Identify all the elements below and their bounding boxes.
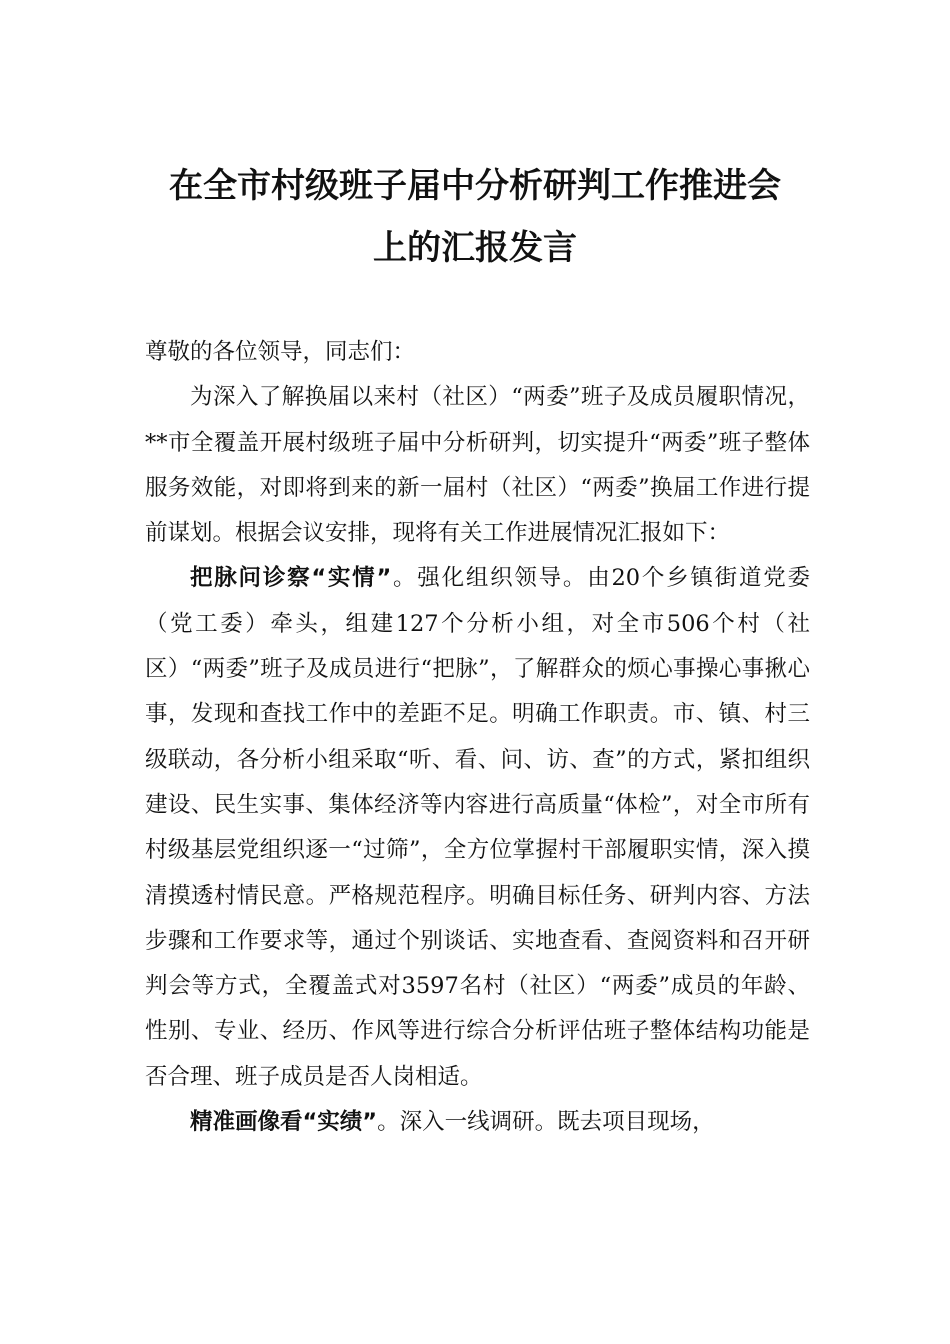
- intro-paragraph: 为深入了解换届以来村（社区）“两委”班子及成员履职情况，**市全覆盖开展村级班子届中分析研判，切实提升“两委”班子整体服务效能，对即将到来的新一届村（社区）“两委”换届工作进行提前谋划。根据会议安排，现将有关工作进展情况汇报如下：: [145, 384, 810, 547]
- document-body: [145, 330, 810, 1145]
- section-1-text: 。强化组织领导。由20个乡镇街道党委（党工委）牵头，组建127个分析小组，对全市506个村（社区）“两委”班子及成员进行“把脉”，了解群众的烦心事操心事揪心事，发现和查找工作中的差距不足。明确工作职责。市、镇、村三级联动，各分析小组采取“听、看、问、访、查”的方式，紧扣组织建设、民生实事、集体经济等内容进行高质量“体检”，对全市所有村级基层党组织逐一“过筛”，全方位掌握村干部履职实情，深入摸清摸透村情民意。严格规范程序。明确目标任务、研判内容、方法步骤和工作要求等，通过个别谈话、实地查看、查阅资料和召开研判会等方式，全覆盖式对3597名村（社区）“两委”成员的年龄、性别、专业、经历、作风等进行综合分析评估班子整体结构功能是否合理、班子成员是否人岗相适。: [145, 565, 810, 1090]
- section-1-paragraph: [145, 556, 810, 1100]
- section-2-heading: 精准画像看“实绩”: [190, 1109, 378, 1136]
- document-title-line-1: 在全市村级班子届中分析研判工作推进会: [169, 166, 781, 206]
- salutation: 尊敬的各位领导，同志们：: [145, 339, 416, 365]
- section-1-heading: 把脉问诊察“实情”: [190, 565, 392, 592]
- section-2-text: 。深入一线调研。既去项目现场，: [377, 1109, 715, 1136]
- document-title-line-2: 上的汇报发言: [373, 228, 577, 268]
- section-2-paragraph: [145, 1100, 810, 1145]
